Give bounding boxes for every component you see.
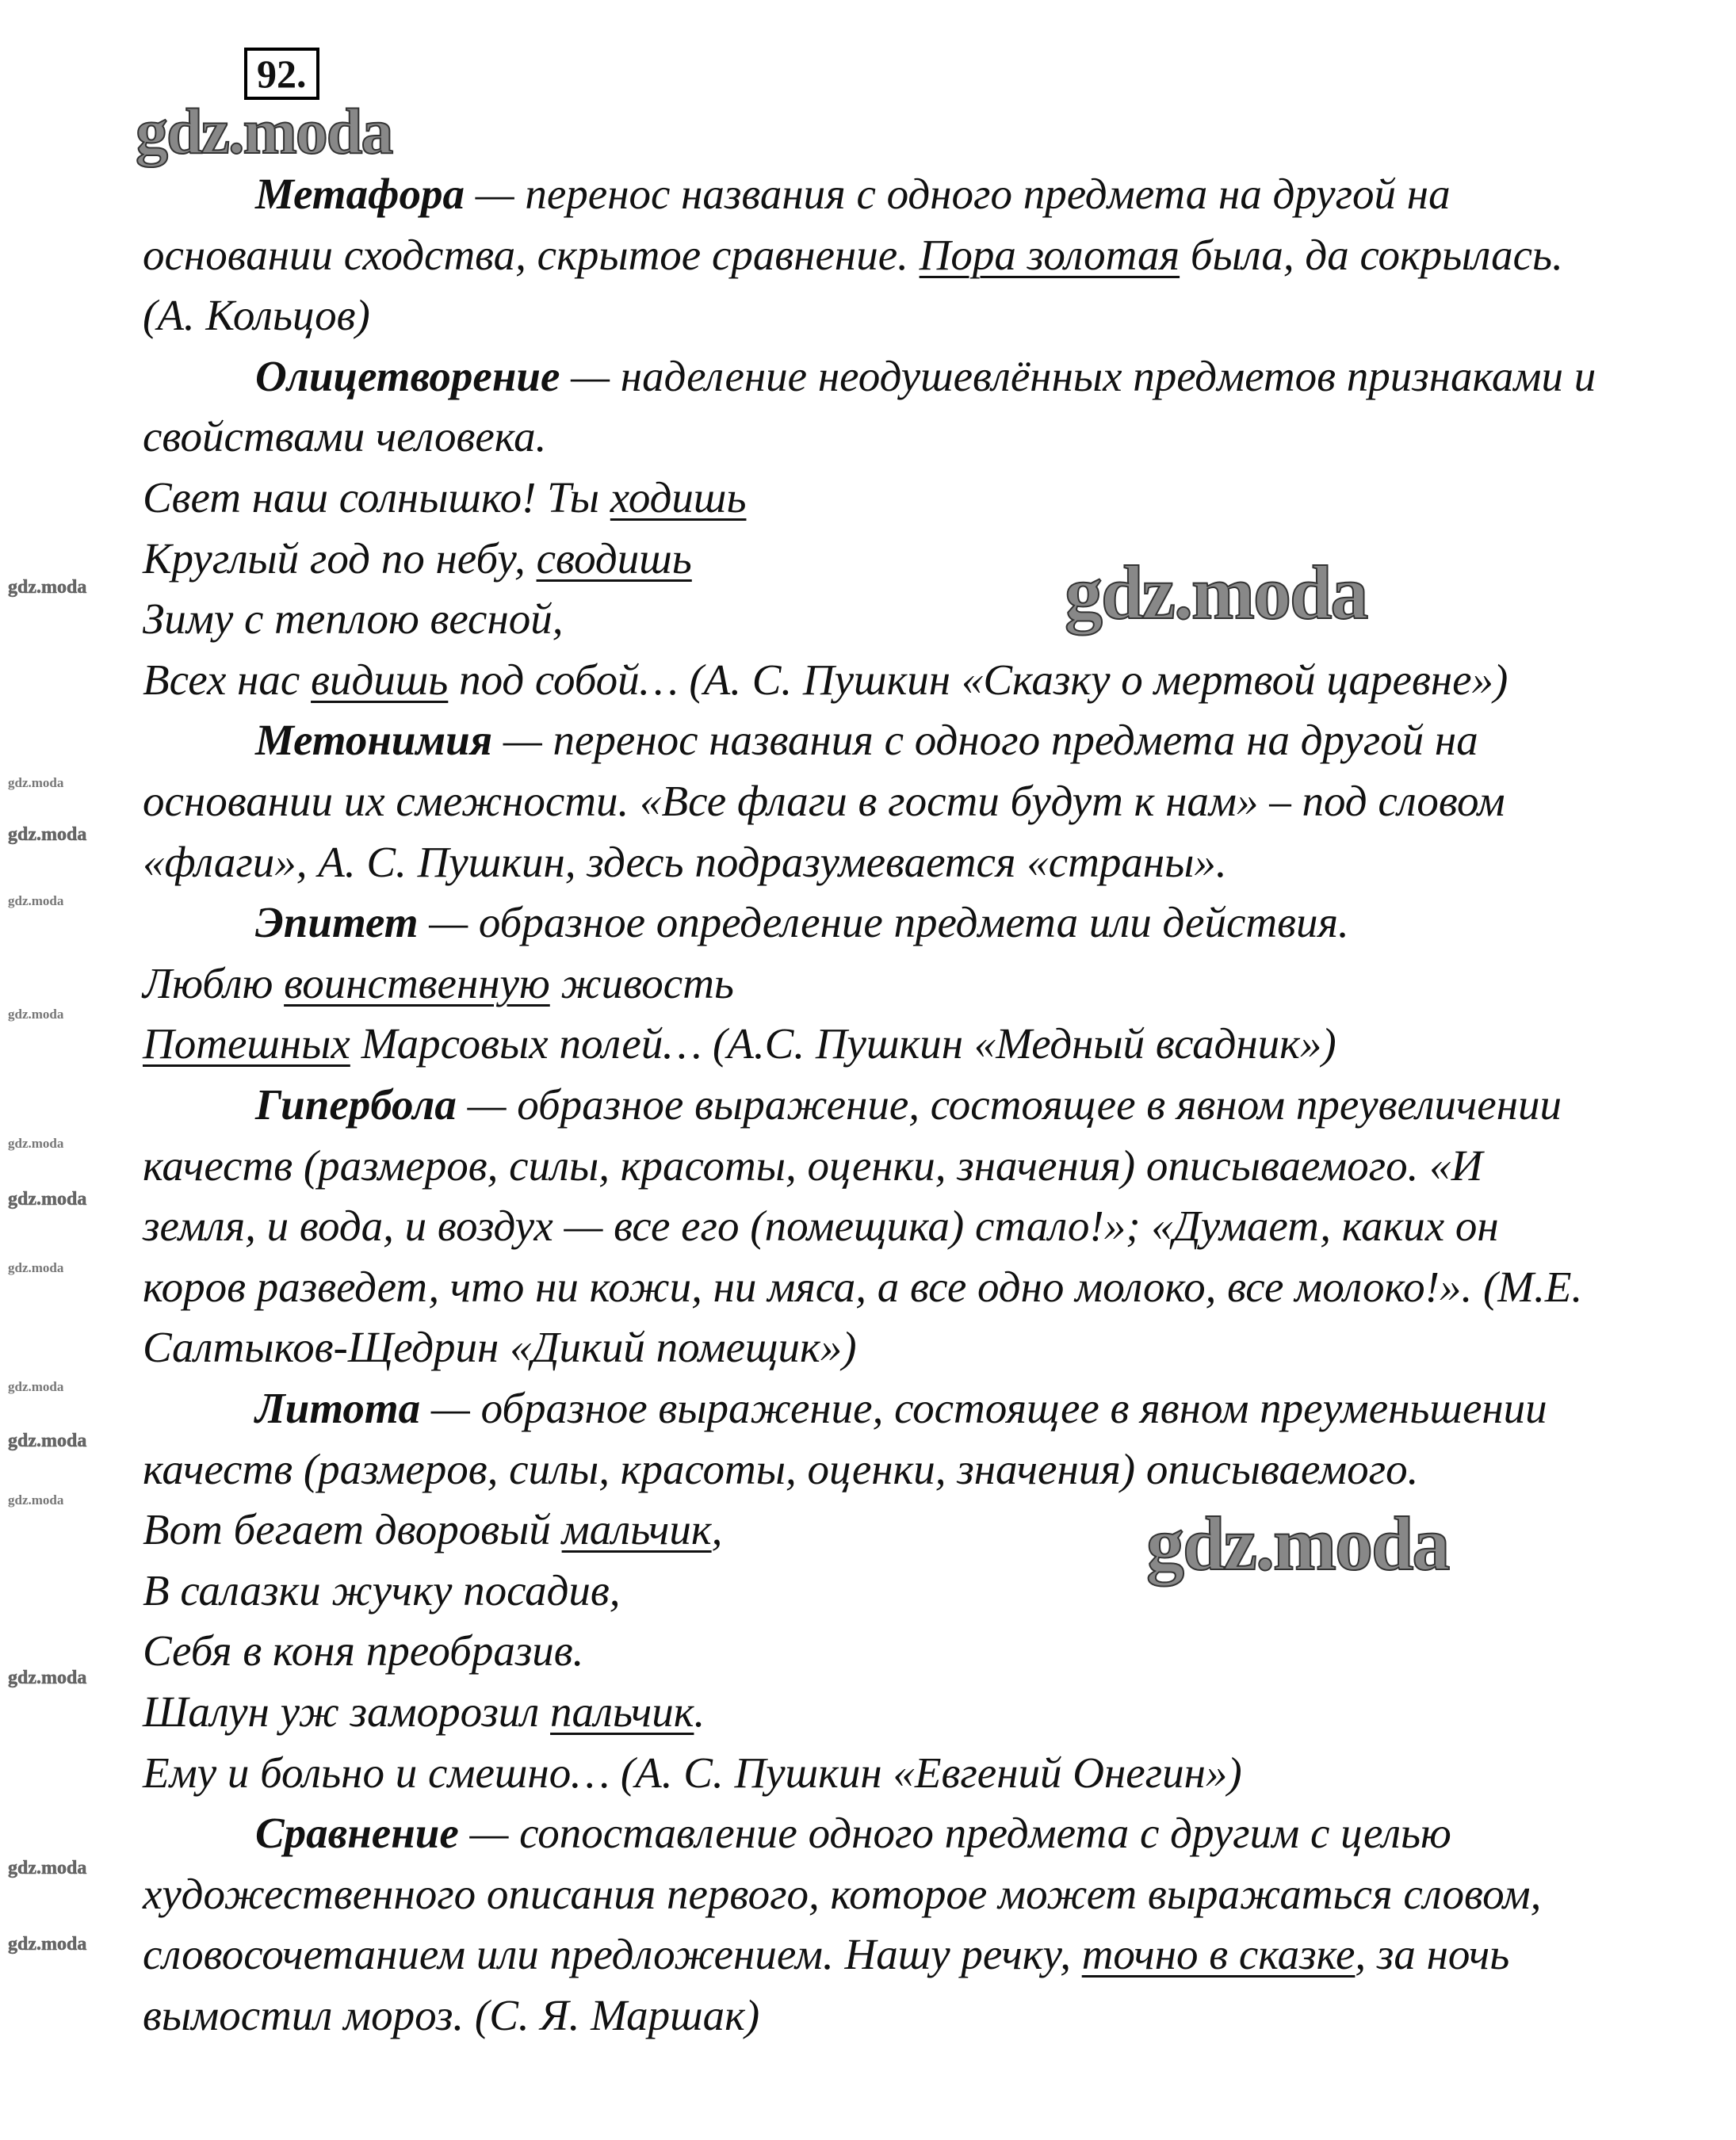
text-line — [143, 1317, 857, 1378]
text-segment: Себя в коня преобразив. — [143, 1626, 584, 1676]
text-segment: словосочетанием или предложением. Нашу речку, — [143, 1930, 1082, 1979]
text-segment: Ему и больно и смешно… (А. С. Пушкин «Евгений Онегин») — [143, 1748, 1242, 1797]
text-line — [143, 1985, 759, 2046]
text-segment: — образное определение предмета или действия. — [418, 898, 1349, 947]
text-segment: «флаги», А. С. Пушкин, здесь подразумевается «страны». — [143, 837, 1227, 886]
watermark-small: gdz.moda — [8, 1668, 87, 1688]
text-segment: основании их смежности. «Все флаги в гости будут к нам» – под словом — [143, 777, 1505, 825]
text-segment: Шалун уж заморозил — [143, 1687, 551, 1736]
text-segment: Люблю — [143, 958, 285, 1007]
text-line — [143, 1136, 1482, 1196]
term-heading: Олицетворение — [255, 351, 560, 400]
text-segment: качеств (размеров, силы, красоты, оценки, значения) описываемого. «И — [143, 1141, 1483, 1190]
watermark-tiny: gdz.moda — [8, 1492, 64, 1508]
underlined-example: видишь — [311, 655, 449, 704]
text-segment: качеств (размеров, силы, красоты, оценки, значения) описываемого. — [143, 1444, 1419, 1493]
watermark-small: gdz.moda — [8, 1858, 87, 1878]
term-heading: Гипербола — [255, 1080, 457, 1129]
term-heading: Сравнение — [255, 1809, 459, 1858]
text-line — [255, 164, 1451, 224]
text-line — [143, 285, 370, 346]
text-segment: Круглый год по небу, — [143, 533, 537, 583]
watermark-small: gdz.moda — [8, 1934, 87, 1955]
text-line — [255, 1378, 1547, 1439]
watermark-logo: gdz.moda — [1146, 1501, 1449, 1586]
text-segment: была, да сокрылась. — [1180, 230, 1563, 279]
text-line — [143, 1014, 1336, 1074]
text-line — [143, 1864, 1541, 1924]
text-segment: живость — [549, 958, 734, 1007]
text-segment: В салазки жучку посадив, — [143, 1565, 621, 1615]
term-heading: Литота — [255, 1384, 421, 1432]
text-segment: вымостил мороз. (С. Я. Маршак) — [143, 1991, 760, 2039]
underlined-example: точно в сказке — [1081, 1930, 1356, 1979]
text-segment: под собой… (А. С. Пушкин «Сказку о мертвой царевне») — [448, 655, 1508, 704]
text-segment: художественного описания первого, которое может выражаться словом, — [143, 1869, 1542, 1918]
text-segment: — образное выражение, состоящее в явном преувеличении — [456, 1080, 1562, 1129]
text-segment: , за ночь — [1355, 1930, 1510, 1979]
text-line — [143, 1621, 583, 1681]
text-line — [143, 1682, 705, 1742]
text-segment: коров разведет, что ни кожи, ни мяса, а все одно молоко, все молоко!». (М.Е. — [143, 1262, 1583, 1311]
text-line — [143, 1257, 1582, 1317]
text-line — [143, 529, 692, 589]
exercise-number: 92. — [244, 48, 319, 100]
text-segment: — наделение неодушевлённых предметов признаками и — [560, 351, 1596, 400]
text-line — [143, 1561, 621, 1621]
watermark-small: gdz.moda — [8, 577, 87, 598]
text-line — [143, 1500, 722, 1560]
text-segment: Вот бегает дворовый — [143, 1505, 562, 1554]
text-segment: — перенос названия с одного предмета на другой на — [492, 716, 1478, 765]
text-segment: — перенос названия с одного предмета на другой на — [464, 170, 1451, 218]
text-line — [143, 1196, 1499, 1256]
text-segment: земля, и вода, и воздух — все его (помещика) стало!»; «Думает, каких он — [143, 1202, 1499, 1251]
watermark-small: gdz.moda — [8, 1431, 87, 1451]
underlined-example: сводишь — [536, 533, 692, 583]
text-line — [255, 710, 1478, 770]
text-segment: . — [694, 1687, 705, 1736]
text-segment: Всех нас — [143, 655, 312, 704]
text-segment: (А. Кольцов) — [143, 291, 370, 340]
watermark-tiny: gdz.moda — [8, 1379, 64, 1394]
underlined-example: ходишь — [610, 473, 747, 522]
watermark-small: gdz.moda — [8, 1189, 87, 1209]
underlined-example: мальчик — [561, 1505, 712, 1554]
watermark-tiny: gdz.moda — [8, 1007, 64, 1022]
text-line — [143, 1743, 1242, 1803]
watermark-tiny: gdz.moda — [8, 1260, 64, 1275]
underlined-example: Потешных — [143, 1019, 350, 1068]
text-line — [255, 1075, 1562, 1135]
underlined-example: воинственную — [284, 958, 550, 1007]
term-heading: Метафора — [255, 170, 465, 218]
underlined-example: пальчик — [550, 1687, 694, 1736]
text-line — [143, 771, 1505, 831]
text-line — [255, 346, 1596, 407]
text-segment: основании сходства, скрытое сравнение. — [143, 230, 920, 279]
watermark-tiny: gdz.moda — [8, 1136, 64, 1151]
term-heading: Метонимия — [255, 716, 493, 765]
watermark-tiny: gdz.moda — [8, 893, 64, 908]
text-line — [143, 589, 563, 649]
term-heading: Эпитет — [255, 898, 419, 947]
text-segment: — сопоставление одного предмета с другим с целью — [458, 1809, 1451, 1858]
underlined-example: Пора золотая — [919, 230, 1180, 279]
text-line — [143, 650, 1508, 710]
text-segment: Зиму с теплою весной, — [143, 594, 564, 644]
text-line — [143, 953, 734, 1014]
watermark-small: gdz.moda — [8, 824, 87, 845]
text-segment: Салтыков-Щедрин «Дикий помещик») — [143, 1323, 857, 1372]
text-line — [143, 407, 546, 467]
text-line — [143, 1439, 1418, 1500]
text-line — [143, 468, 746, 528]
watermark-logo: gdz.moda — [136, 95, 392, 167]
watermark-tiny: gdz.moda — [8, 775, 64, 790]
text-line — [143, 832, 1227, 892]
text-segment: Марсовых полей… (А.С. Пушкин «Медный всадник») — [350, 1019, 1336, 1068]
text-segment: свойствами человека. — [143, 412, 547, 461]
text-line — [255, 1803, 1451, 1863]
text-segment: , — [711, 1505, 723, 1554]
text-segment: Свет наш солнышко! Ты — [143, 473, 610, 522]
text-segment: — образное выражение, состоящее в явном преуменьшении — [420, 1384, 1547, 1432]
text-line — [255, 892, 1349, 953]
watermark-logo: gdz.moda — [1065, 550, 1367, 635]
text-line — [143, 1924, 1509, 1985]
text-line — [143, 225, 1563, 285]
